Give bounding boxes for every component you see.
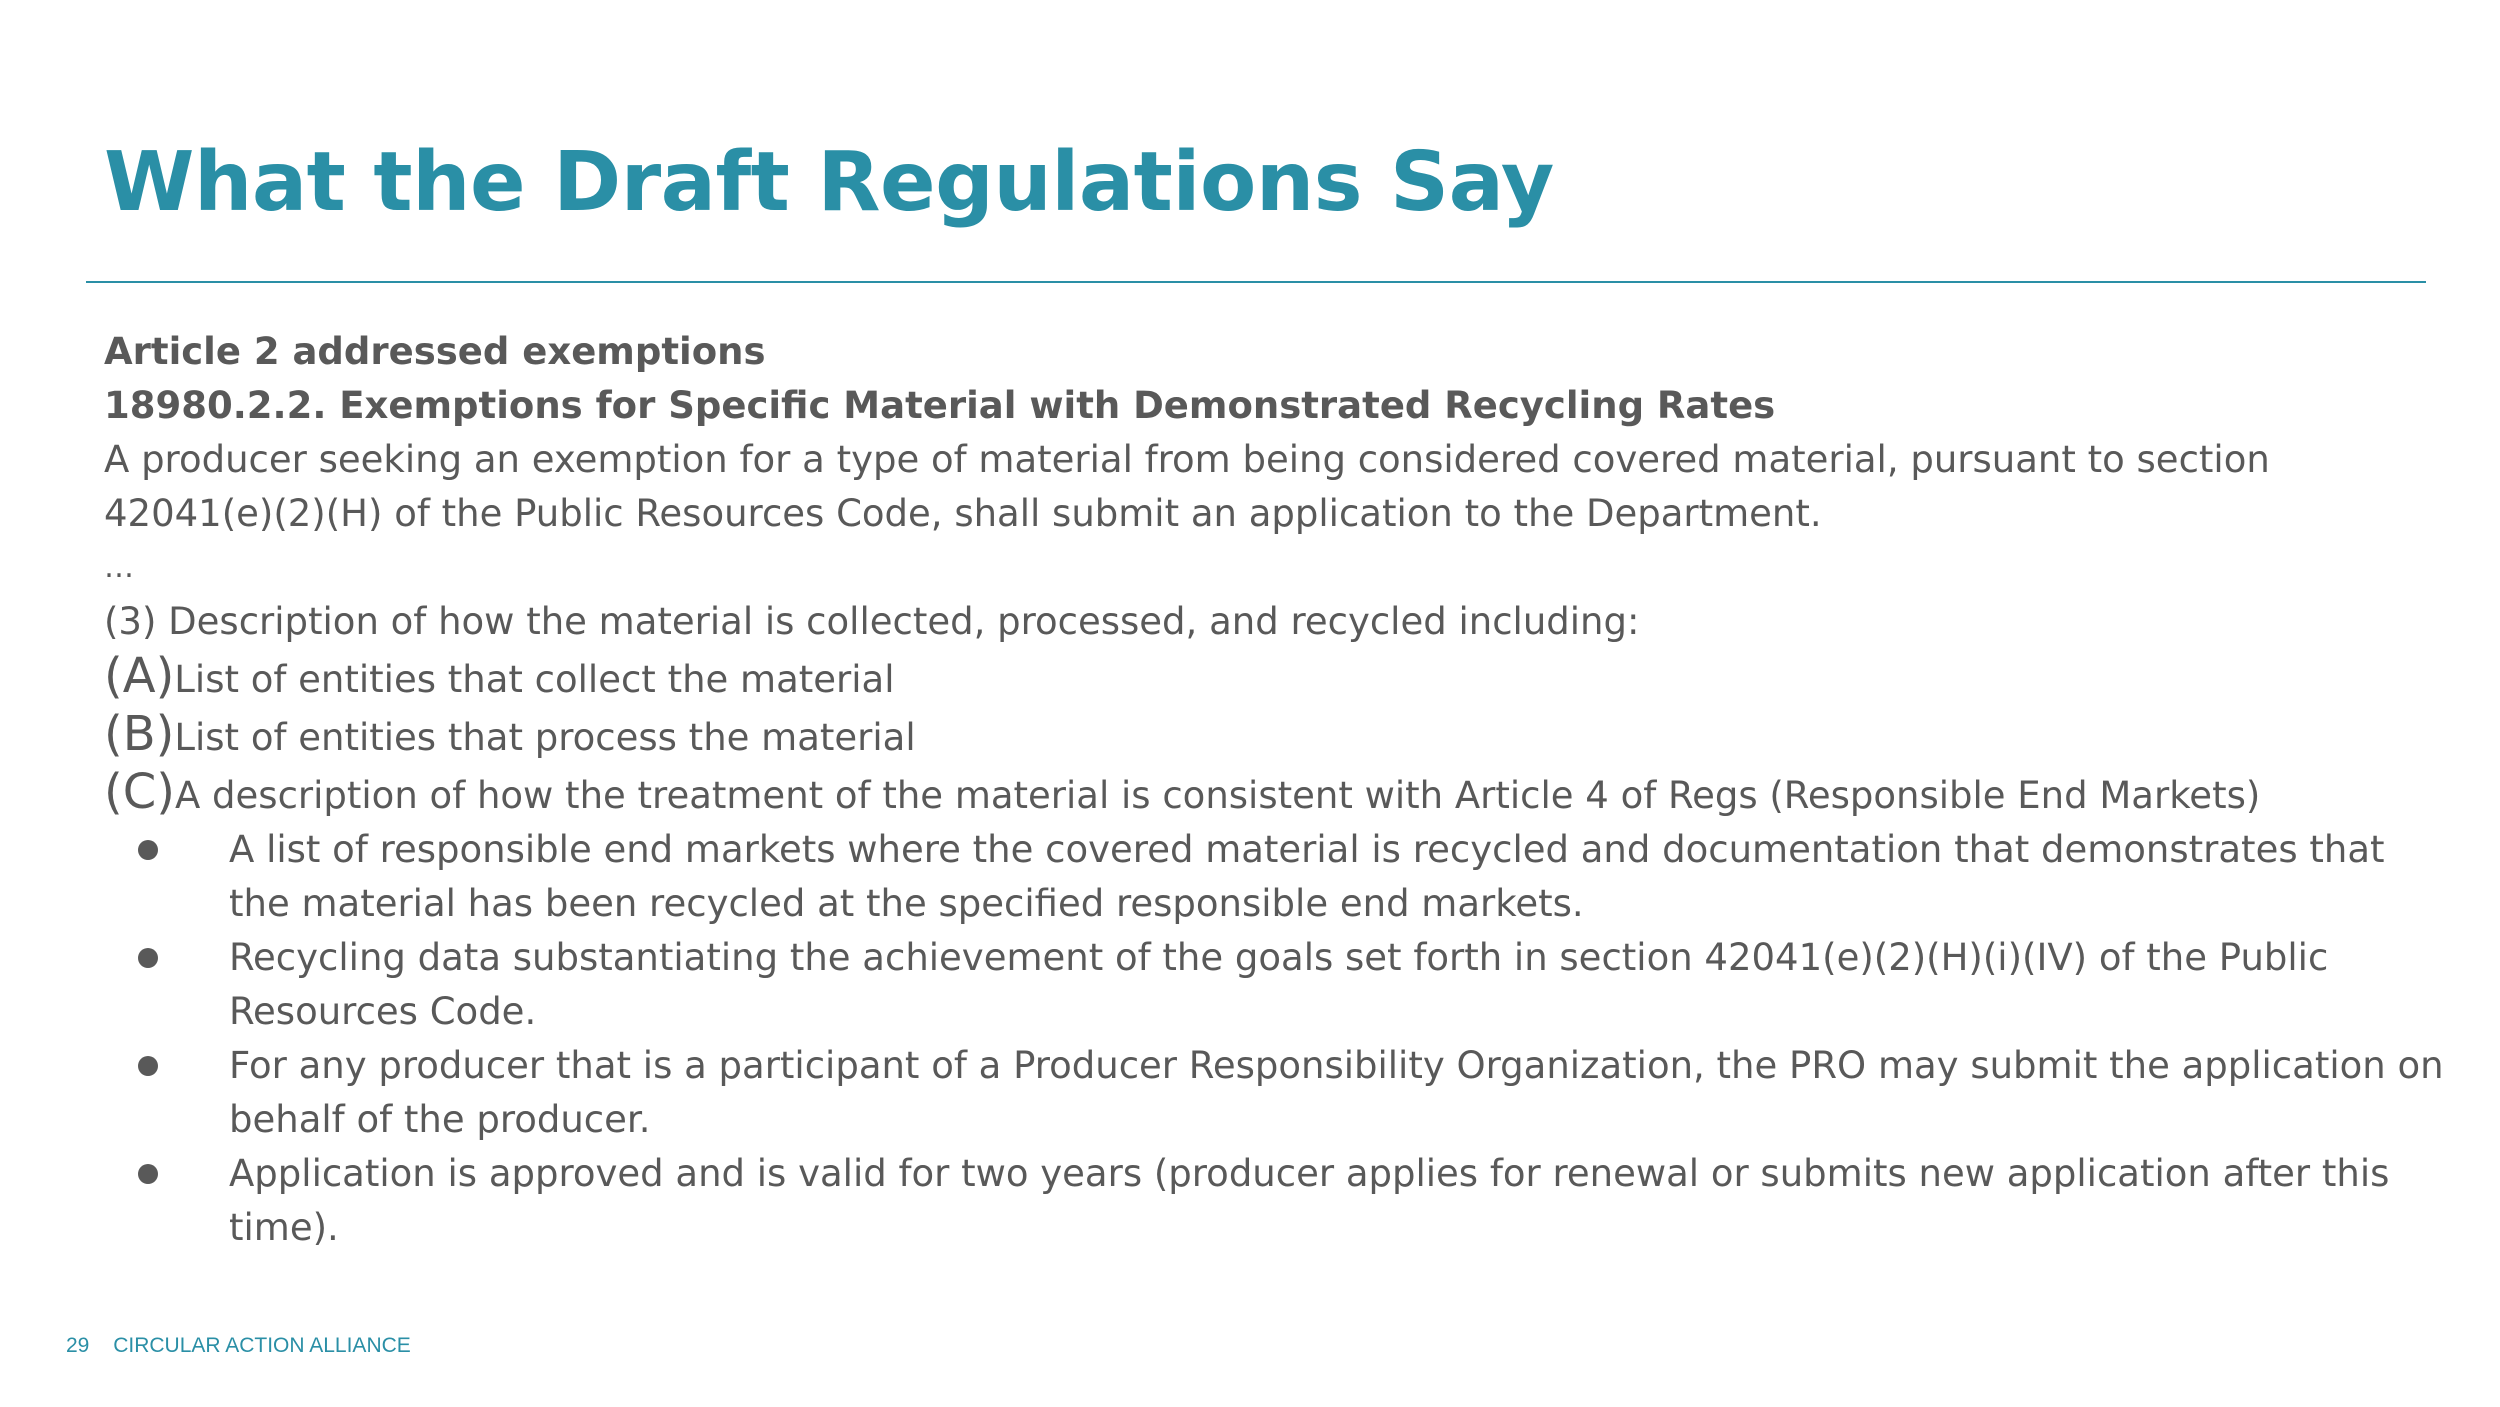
subitem-b (104, 707, 2424, 765)
item-3: (3) Description of how the material is collected, processed, and recycled including: (104, 600, 1640, 643)
bullet-line-1: A list of responsible end markets where the covered material is recycled and documentation that demonstrates that (229, 828, 2385, 871)
article-heading: Article 2 addressed exemptions (104, 330, 766, 373)
footer (66, 1334, 411, 1358)
subitem-letter: (A) (104, 648, 175, 704)
bullet-line-2: time). (229, 1206, 339, 1249)
footer-organization: CIRCULAR ACTION ALLIANCE (113, 1334, 411, 1357)
bullet-item (104, 823, 2385, 931)
bullet-dot-icon (138, 948, 158, 968)
subitem-a (104, 649, 2424, 707)
subitem-letter: (B) (104, 706, 175, 762)
intro-line-2: 42041(e)(2)(H) of the Public Resources Code, shall submit an application to the Department. (104, 492, 1822, 535)
bullet-line-1: For any producer that is a participant of a Producer Responsibility Organization, the PRO may submit the application on (229, 1044, 2444, 1087)
subitem-text: A description of how the treatment of the material is consistent with Article 4 of Regs (Responsible End Markets) (174, 774, 2261, 817)
bullet-line-2: the material has been recycled at the specified responsible end markets. (229, 882, 1584, 925)
page-number: 29 (66, 1334, 90, 1357)
ellipsis: … (104, 550, 134, 585)
slide-body (104, 325, 2444, 1255)
subitem-text: List of entities that collect the material (174, 658, 895, 701)
section-heading: 18980.2.2. Exemptions for Specific Material with Demonstrated Recycling Rates (104, 384, 1776, 427)
bullet-list (104, 823, 2444, 1255)
slide-title: What the Draft Regulations Say (104, 135, 1554, 230)
bullet-dot-icon (138, 840, 158, 860)
bullet-item (104, 931, 2379, 1039)
bullet-line-2: Resources Code. (229, 990, 537, 1033)
bullet-item (104, 1147, 2390, 1255)
bullet-line-1: Application is approved and is valid for two years (producer applies for renewal or submits new application after this (229, 1152, 2390, 1195)
bullet-dot-icon (138, 1056, 158, 1076)
subitem-text: List of entities that process the material (174, 716, 916, 759)
bullet-line-1: Recycling data substantiating the achievement of the goals set forth in section 42041(e)(2)(H)(i)(IV) of the Public (229, 936, 2329, 979)
bullet-dot-icon (138, 1164, 158, 1184)
intro-line-1: A producer seeking an exemption for a type of material from being considered covered material, pursuant to section (104, 438, 2270, 481)
bullet-line-2: behalf of the producer. (229, 1098, 651, 1141)
title-divider (86, 281, 2426, 283)
subitem-c (104, 765, 2424, 823)
bullet-item (104, 1039, 2444, 1147)
subitem-letter: (C) (104, 764, 175, 820)
